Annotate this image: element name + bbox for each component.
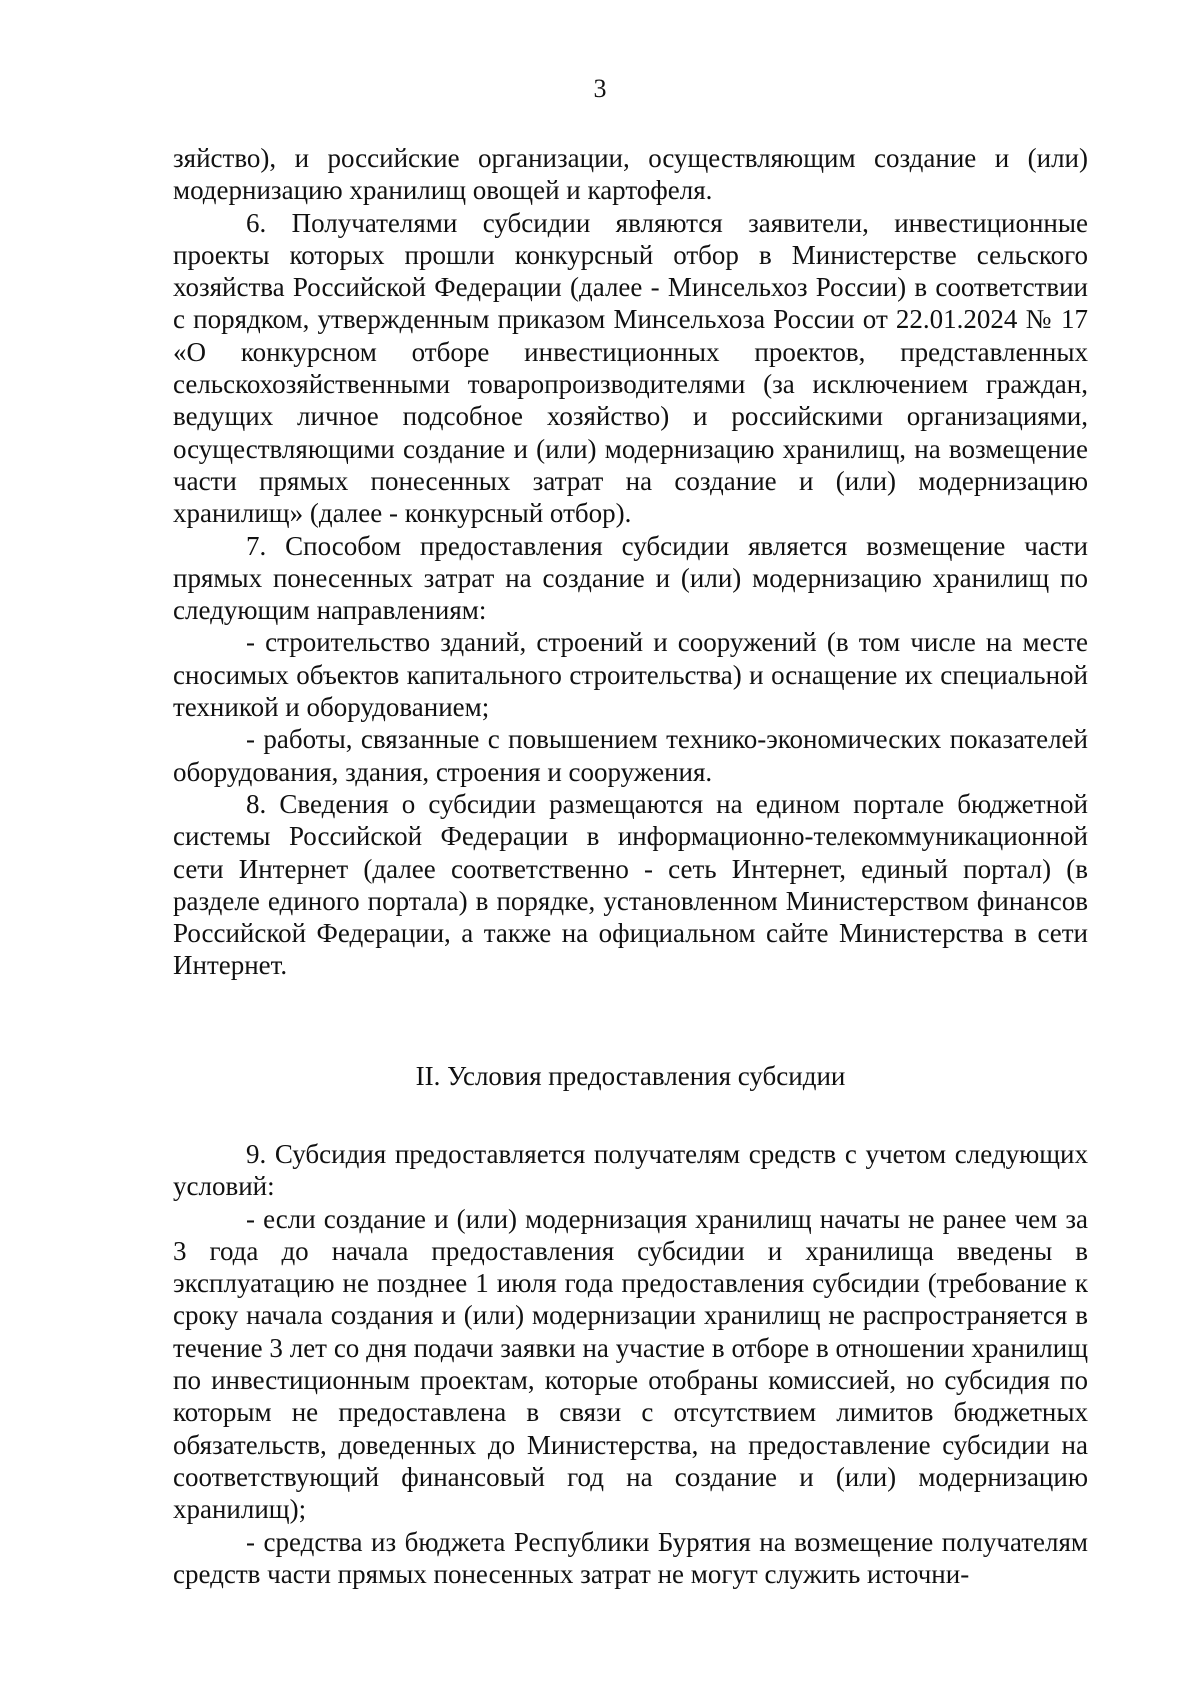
list-item-condition-1: - если создание и (или) модернизация хранилищ начаты не ранее чем за 3 года до начала предоставления субсидии и хранилища введены в эксплуатацию не позднее 1 июля года предоставления субсидии (требование к сроку начала создания и (или) модернизации хранилищ не распространяется в течение 3 лет со дня подачи заявки на участие в отборе в отношении хранилищ по инвестиционным проектам, которые отобраны комиссией, но субсидия по которым не предоставлена в связи с отсутствием лимитов бюджетных обязательств, доведенных до Министерства, на предоставление субсидии на соответствующий финансовый год на создание и (или) модернизацию хранилищ); [173, 1203, 1088, 1525]
section-heading: II. Условия предоставления субсидии [415, 1061, 846, 1091]
list-item-condition-2: - средства из бюджета Республики Бурятия на возмещение получателям средств части прямых понесенных затрат не могут служить источни- [173, 1526, 1088, 1589]
list-item-construction: - строительство зданий, строений и сооружений (в том числе на месте сносимых объектов капитального строительства) и оснащение их специальной техникой и оборудованием; [173, 627, 1088, 723]
section-two-text [173, 1138, 1088, 1590]
page-number: 3 [593, 74, 607, 103]
body-text [173, 142, 1088, 982]
paragraph-6: 6. Получателями субсидии являются заявители, инвестиционные проекты которых прошли конкурсный отбор в Министерстве сельского хозяйства Российской Федерации (далее - Минсельхоз России) в соответствии с порядком, утвержденным приказом Минсельхоза России от 22.01.2024 № 17 «О конкурсном отборе инвестиционных проектов, представленных сельскохозяйственными товаропроизводителями (за исключением граждан, ведущих личное подсобное хозяйство) и российскими организациями, осуществляющими создание и (или) модернизацию хранилищ, на возмещение части прямых понесенных затрат на создание и (или) модернизацию хранилищ» (далее - конкурсный отбор). [173, 207, 1088, 529]
paragraph-8: 8. Сведения о субсидии размещаются на едином портале бюджетной системы Российской Федерации в информационно-телекоммуникационной сети Интернет (далее соответственно - сеть Интернет, единый портал) (в разделе единого портала) в порядке, установленном Министерством финансов Российской Федерации, а также на официальном сайте Министерства в сети Интернет. [173, 788, 1088, 981]
paragraph-9: 9. Субсидия предоставляется получателям средств с учетом следующих условий: [173, 1139, 1088, 1202]
paragraph-7: 7. Способом предоставления субсидии является возмещение части прямых понесенных затрат на создание и (или) модернизацию хранилищ по следующим направлениям: [173, 530, 1088, 626]
list-item-works: - работы, связанные с повышением технико-экономических показателей оборудования, здания, строения и сооружения. [173, 724, 1088, 787]
paragraph-continuation: зяйство), и российские организации, осуществляющим создание и (или) модернизацию хранилищ овощей и картофеля. [173, 143, 1088, 206]
